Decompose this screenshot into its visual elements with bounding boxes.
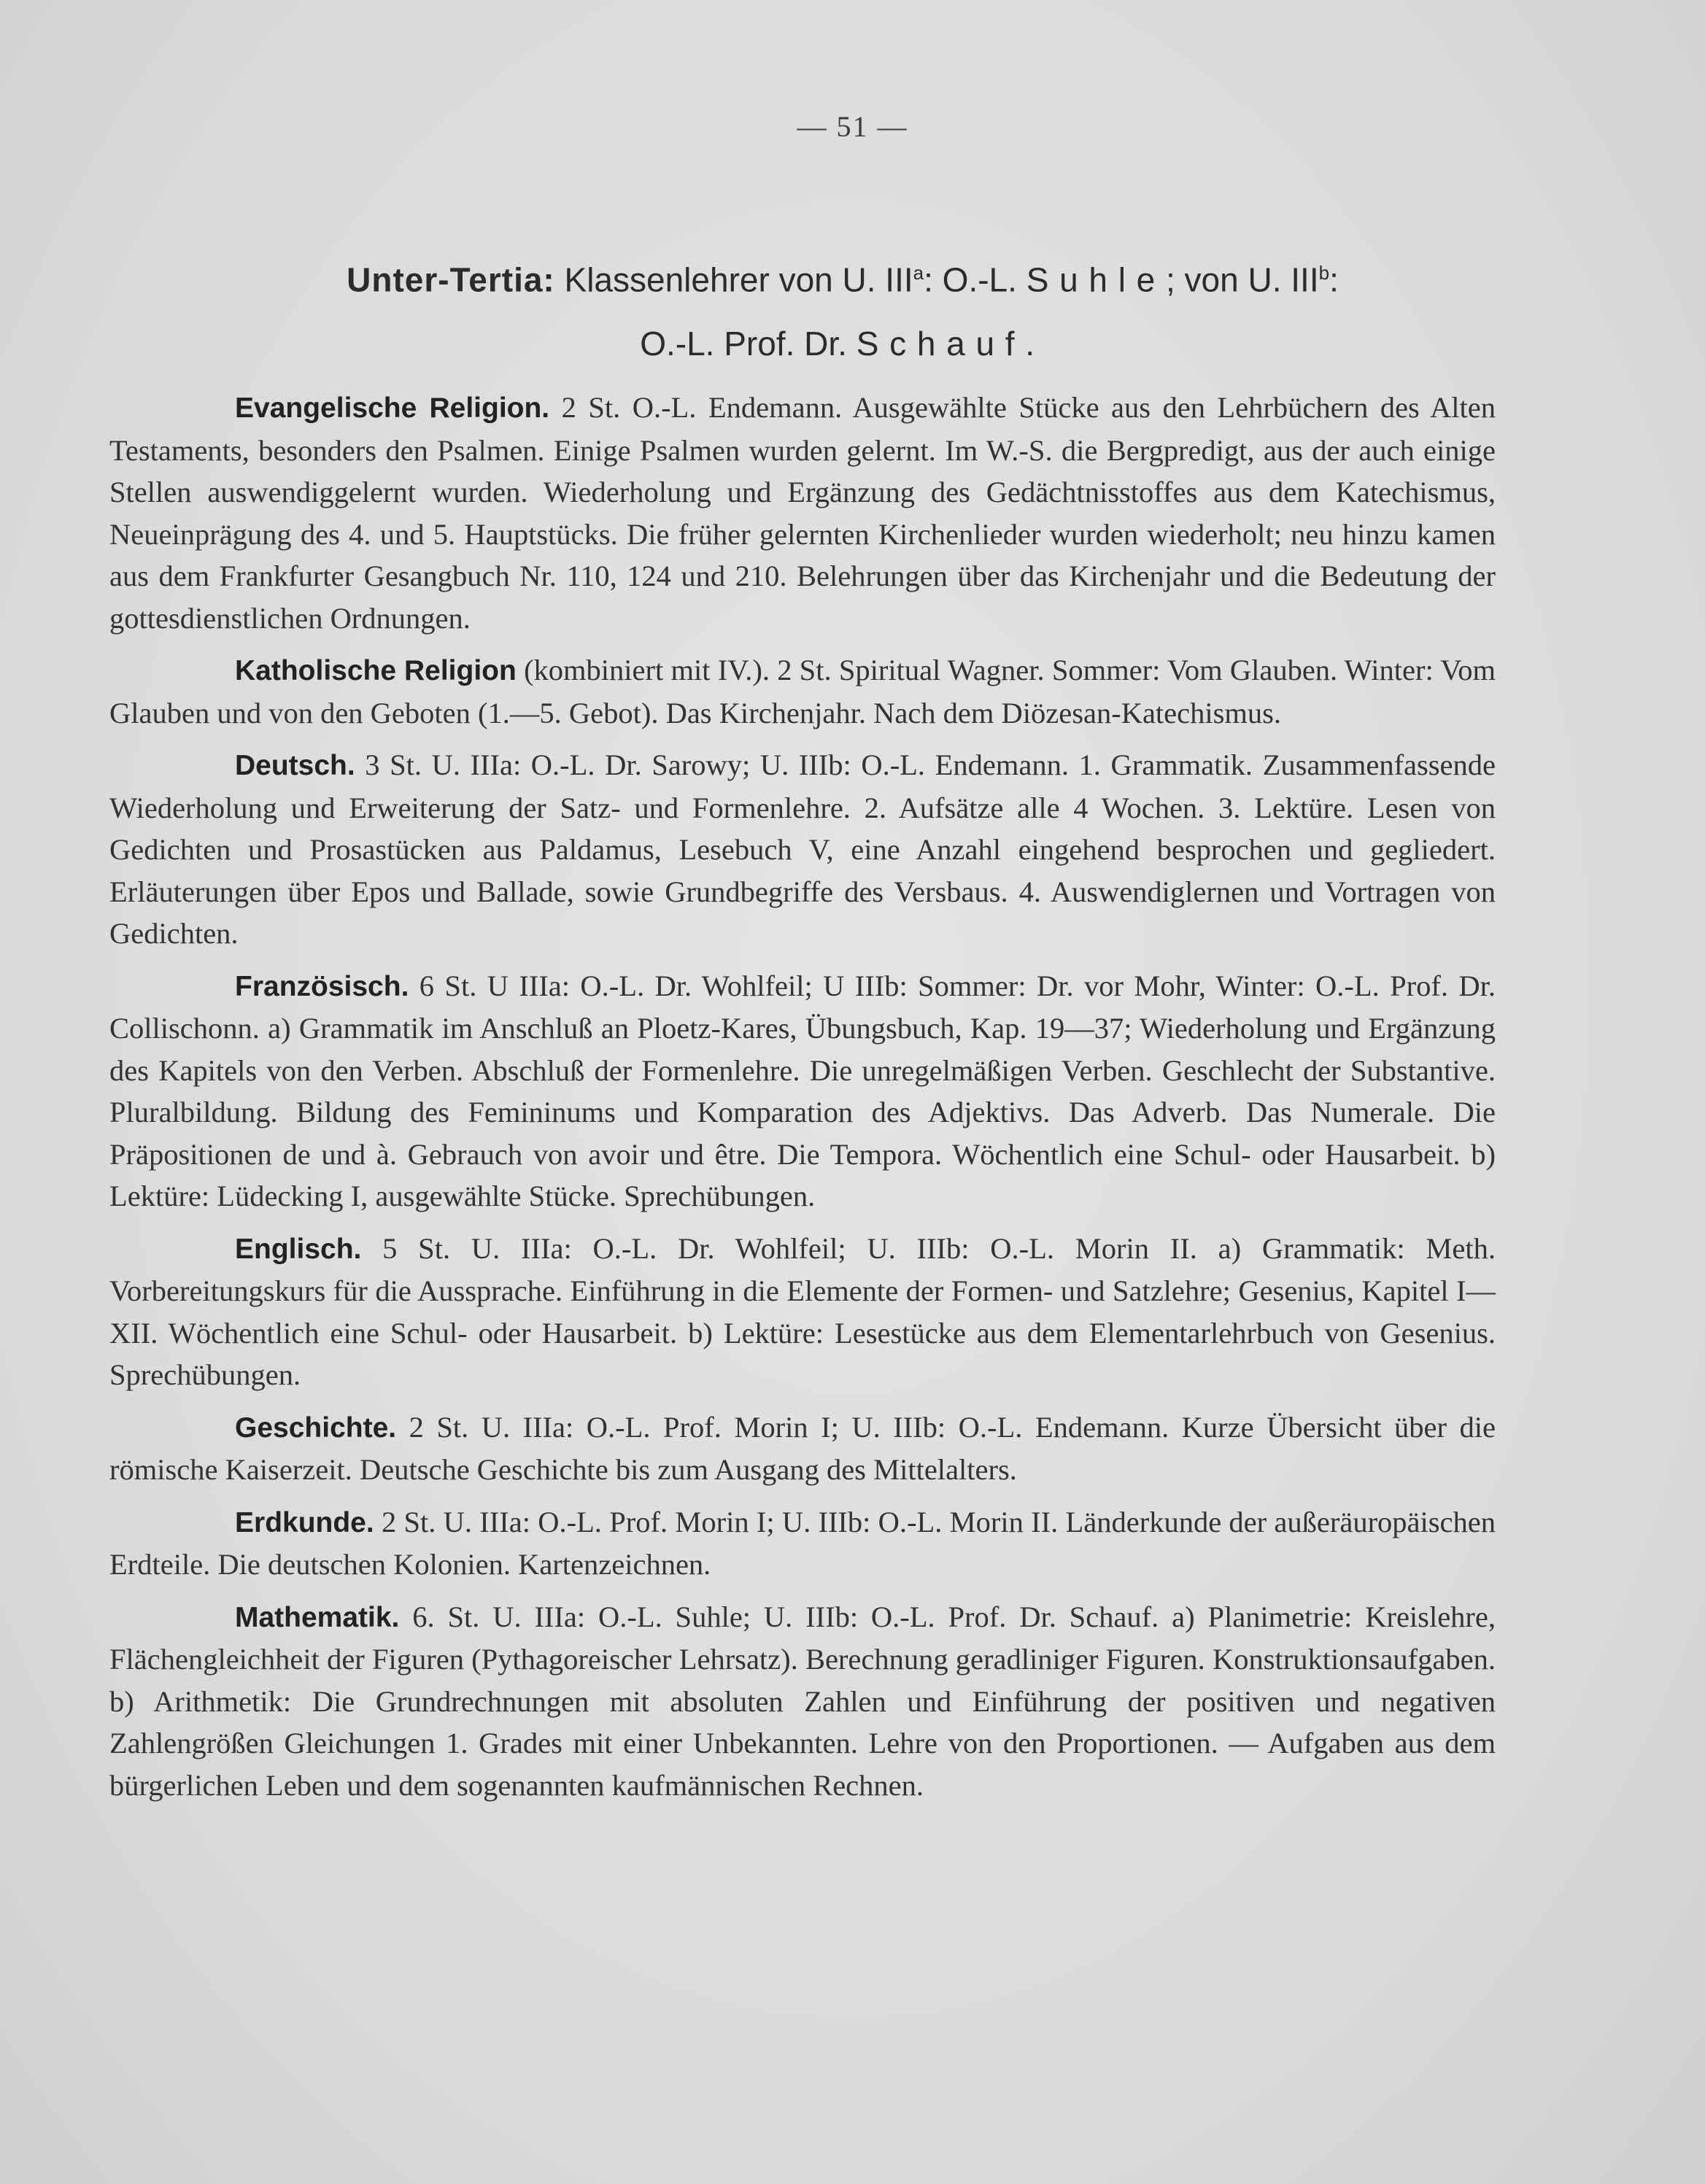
heading-text-1: Klassenlehrer von U. III [564, 260, 913, 299]
teacher-name-a: Suhle [1026, 260, 1166, 299]
subject-title: Französisch. [235, 970, 409, 1002]
section-evangelische-religion [109, 387, 1496, 639]
section-text: 2 St. O.-L. Endemann. Ausgewählte Stücke aus den Lehrbüchern des Alten Testaments, besonders den Psalmen. Einige Psalmen wurden gelernt. Im W.-S. die Bergpredigt, aus der auch einige Stellen auswendiggelernt wurden. Wiederholung und Ergänzung des Gedächtnisstoffes aus dem Katechismus, Neueinprägung des 4. und 5. Hauptstücks. Die früher gelernten Kirchenlieder wurden wiederholt; neu hinzu kamen aus dem Frankfurter Gesangbuch Nr. 110, 124 und 210. Belehrungen über das Kirchenjahr und die Bedeutung der gottesdienstlichen Ordnungen. [109, 391, 1496, 635]
section-text: (kombiniert mit IV.). 2 St. Spiritual Wagner. Sommer: Vom Glauben. Winter: Vom Glauben und von den Geboten (1.—5. Gebot). Das Kirchenjahr. Nach dem Diözesan-Katechismus. [109, 654, 1496, 729]
heading-text-4: : [1329, 260, 1339, 299]
section-geschichte [109, 1406, 1496, 1491]
subject-title: Katholische Religion [235, 655, 517, 686]
heading-sup-a: a [913, 262, 924, 284]
heading-text-3: ; von U. III [1165, 260, 1319, 299]
section-text: 6 St. U IIIa: O.-L. Dr. Wohlfeil; U IIIb: Sommer: Dr. vor Mohr, Winter: O.-L. Prof. Dr. Collischonn. a) Grammatik im Anschluß an Ploetz-Kares, Übungsbuch, Kap. 19—37; Wiederholung und Ergänzung des Kapitels von den Verben. Abschluß der Formenlehre. Die unregelmäßigen Verben. Geschlecht der Substantive. Pluralbildung. Bildung des Femininums und Komparation des Adjektivs. Das Adverb. Das Numerale. Die Präpositionen de und à. Gebrauch von avoir und être. Die Tempora. Wöchentlich eine Schul- oder Hausarbeit. b) Lektüre: Lüdecking I, ausgewählte Stücke. Sprechübungen. [109, 969, 1496, 1212]
subject-title: Deutsch. [235, 750, 355, 781]
section-deutsch [109, 744, 1496, 955]
subject-title: Evangelische Religion. [235, 392, 550, 424]
section-text: 6. St. U. IIIa: O.-L. Suhle; U. IIIb: O.-L. Prof. Dr. Schauf. a) Planimetrie: Kreislehre, Flächengleichheit der Figuren (Pythagoreischer Lehrsatz). Berechnung geradliniger Figuren. Konstruktionsaufgaben. b) Arithmetik: Die Grundrechnungen mit absoluten Zahlen und Einführung der positiven und negativen Zahlengrößen Gleichungen 1. Grades mit einer Unbekannten. Lehre von den Proportionen. — Aufgaben aus dem bürgerlichen Leben und dem sogenannten kaufmännischen Rechnen. [109, 1600, 1496, 1802]
section-erdkunde [109, 1501, 1496, 1586]
section-text: 2 St. U. IIIa: O.-L. Prof. Morin I; U. IIIb: O.-L. Endemann. Kurze Übersicht über die römische Kaiserzeit. Deutsche Geschichte bis zum Ausgang des Mittelalters. [109, 1410, 1496, 1486]
section-katholische-religion [109, 649, 1496, 734]
subject-title: Erdkunde. [235, 1506, 374, 1538]
teacher-name-b: Schauf. [856, 325, 1045, 363]
class-title: Unter-Tertia: [347, 260, 555, 299]
subject-title: Mathematik. [235, 1601, 400, 1633]
section-text: 5 St. U. IIIa: O.-L. Dr. Wohlfeil; U. IIIb: O.-L. Morin II. a) Grammatik: Meth. Vorbereitungskurs für die Aussprache. Einführung in die Elemente der Formen- und Satzlehre; Gesenius, Kapitel I—XII. Wöchentlich eine Schul- oder Hausarbeit. b) Lektüre: Lesestücke aus dem Elementarlehrbuch von Gesenius. Sprechübungen. [109, 1231, 1496, 1391]
section-text: 3 St. U. IIIa: O.-L. Dr. Sarowy; U. IIIb: O.-L. Endemann. 1. Grammatik. Zusammenfassende Wiederholung und Erweiterung der Satz- und Formenlehre. 2. Aufsätze alle 4 Wochen. 3. Lektüre. Lesen von Gedichten und Prosastücken aus Paldamus, Lesebuch V, eine Anzahl eingehend besprochen und gegliedert. Erläuterungen über Epos und Ballade, sowie Grundbegriffe des Versbaus. 4. Auswendiglernen und Vortragen von Gedichten. [109, 748, 1496, 950]
subject-title: Englisch. [235, 1233, 362, 1265]
syllabus-content [109, 387, 1496, 1816]
subject-title: Geschichte. [235, 1412, 397, 1444]
section-text: 2 St. U. IIIa: O.-L. Prof. Morin I; U. IIIb: O.-L. Morin II. Länderkunde der außeräuropäischen Erdteile. Die deutschen Kolonien. Kartenzeichnen. [109, 1505, 1496, 1581]
section-franzoesisch [109, 965, 1496, 1217]
section-mathematik [109, 1596, 1496, 1807]
page-number: — 51 — [797, 110, 908, 143]
heading-line-2 [109, 311, 1576, 376]
heading-sup-b: b [1318, 262, 1330, 284]
heading-text-2: : O.-L. [924, 260, 1017, 299]
class-heading [109, 241, 1576, 376]
heading-text-5: O.-L. Prof. Dr. [640, 325, 847, 363]
section-englisch [109, 1228, 1496, 1396]
